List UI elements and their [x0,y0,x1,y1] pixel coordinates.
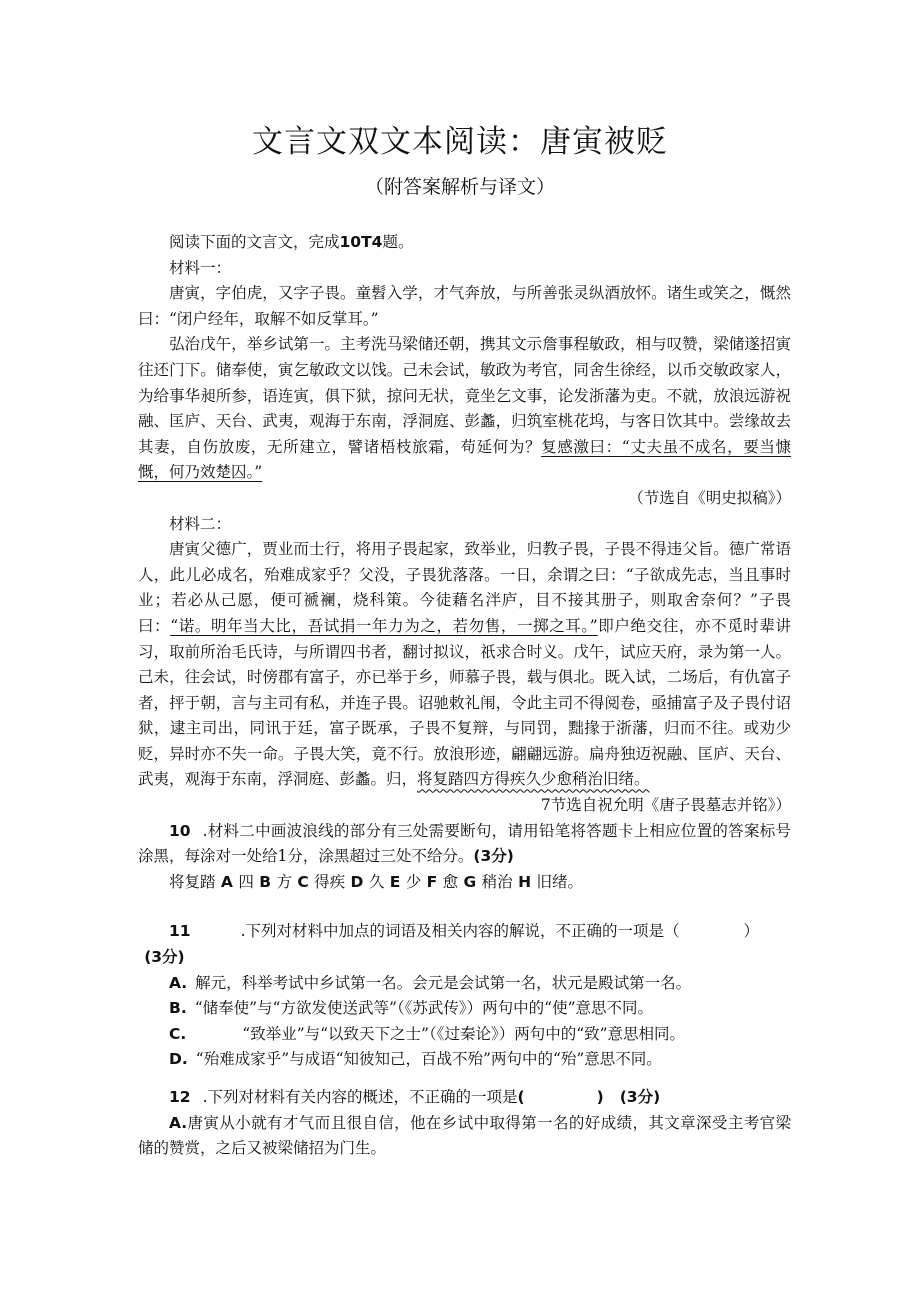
question-11-number: 11 [169,922,191,941]
intro-question-range: 10T4 [339,233,383,251]
underlined-quote: “诺。明年当大比，吾试捐一年力为之，若勿售，一掷之耳。” [170,616,598,635]
question-12-number: 12 [169,1088,191,1106]
material1-source: （节选自《明史拟稿》） [628,488,791,507]
option-text: “殆难成家乎”与成语“知彼知己，百战不殆”两句中的“殆”意思不同。 [195,1050,662,1069]
sequence-text: 愈 [442,872,459,891]
material2-paragraph [138,537,791,793]
sequence-text: 少 [405,872,422,891]
question-11-close-paren: ） [743,922,760,941]
sequence-text: 四 [238,872,254,891]
question-11-option [138,1022,791,1048]
question-12-option-a [138,1111,791,1162]
question-10-text: .材料二中画波浪线的部分有三处需要断句，请用铅笔将答题卡上相应位置的答案标号涂黑，每涂对一处给1分，涂黑超过三处不给分。 [138,821,791,866]
option-text: “储奉使”与“方欲发使送武等”（《苏武传》）两句中的“使”意思不同。 [194,999,653,1018]
sequence-text: 久 [368,872,385,891]
break-option-marker: C [291,872,315,891]
question-10-number: 10 [169,821,191,840]
question-11-option [138,996,791,1022]
material2-text-b: 即户绝交往，亦不觅时辈讲习，取前所治毛氏诗，与所谓四书者，翻讨拟议，祇求合时义。戊午，试应天府，录为第一人。己未，往会试，时傍郡有富子，亦已举于乡，师慕子畏，载与俱北。既入试，二场后，有仇富子者，抨于朝，言与主司有私，并连子畏。诏驰敕礼闱，令此主司不得阅卷，亟捕富子及子畏付诏狱，逮主司出，同讯于廷，富子既承，子畏不复辩，与同罚，黜掾于浙藩，归而不往。或劝少贬，异时亦不失一命。子畏大笑，竟不行。放浪形迹，翩翩远游。扁舟独迈祝融、匡庐、天台、武夷，观海于东南，浮洞庭、彭蠡。归， [138,616,791,789]
page-title: 文言文双文本阅读：唐寅被贬 [252,124,668,160]
option-letter: B. [169,999,187,1018]
question-11-option [138,971,791,997]
question-11 [138,919,791,945]
question-12 [138,1085,791,1111]
sequence-text: 方 [276,872,292,891]
option-letter: D. [169,1050,188,1069]
underlined-sentence: 复感激曰：“丈夫虽不成名，要当慷慨，何乃效楚囚。” [138,437,791,482]
page-subtitle: （附答案解析与译文） [364,176,555,198]
sequence-text: 稍治 [481,872,513,891]
option-letter: A. [169,973,188,992]
option-letter: C. [169,1024,187,1043]
break-option-marker: E [384,872,406,891]
question-12-text: .下列对材料有关内容的概述，不正确的一项是 [202,1088,518,1106]
question-12-paren-open: ( [517,1088,525,1106]
sequence-text: 将复踏 [169,872,216,891]
question-11-text: .下列对材料中加点的词语及相关内容的解说，不正确的一项是（ [240,922,680,941]
spacer [138,1073,791,1085]
question-11-score: (3分) [144,948,185,967]
material1-label: 材料一： [169,258,232,277]
question-10-sequence [138,870,791,896]
question-12-paren-close: ) [596,1088,604,1106]
material2-label: 材料二： [169,514,232,533]
question-12-option-a-text: 唐寅从小就有才气而且很自信，他在乡试中取得第一名的好成绩，其文章深受主考官梁储的赞赏，之后又被梁储招为门生。 [138,1113,791,1158]
question-12-score: (3分) [619,1088,661,1106]
break-option-marker: D [345,872,369,891]
option-text: “致举业”与“以致天下之士”（《过秦论》）两句中的“致”意思相同。 [242,1024,686,1043]
break-option-marker: B [253,872,277,891]
material2-source: 7节选自祝允明《唐子畏墓志并铭》） [540,796,791,815]
break-option-marker: F [421,872,443,891]
question-11-option [138,1047,791,1073]
question-11-options [138,971,791,1073]
sequence-text: 得疾 [314,872,346,891]
break-option-marker: G [458,872,482,891]
material1-paragraph-2 [138,332,791,486]
question-10-score: (3分) [473,847,514,866]
break-option-marker: H [512,872,537,891]
spacer [138,895,791,919]
sequence-text: 旧绪。 [536,872,583,891]
document-body [138,230,791,1162]
question-10 [138,819,791,870]
wavy-underlined-sentence: 将复踏四方得疾久少愈稍治旧绪。 [417,770,650,789]
material1-paragraph-2-text: 弘治戊午，举乡试第一。主考洗马梁储还朝，携其文示詹事程敏政，相与叹赞，梁储遂招寅往还门下。储奉使，寅乞敏政文以饯。己未会试，敏政为考官，同舍生徐经，以币交敏政家人，为给事华昶所参，语连寅，俱下狱，掠问无状，竟坐乞文事，论发浙藩为吏。不就，放浪远游祝融、匡庐、天台、武夷，观海于东南，浮洞庭、彭蠡，归筑室桃花坞，与客日饮其中。尝缘故去其妻，自伤放废，无所建立，譬诸梧枝旅霜，苟延何为？ [138,335,791,456]
material2-text-a: 唐寅父德广，贾业而士行，将用子畏起家，致举业，归教子畏，子畏不得违父旨。德广常语人，此儿必成名，殆难成家乎？父没，子畏犹落落。一日，余谓之曰：“子欲成先志，当且事时业；若必从己愿，便可褫襕，烧科策。今徒藉名泮庐，目不接其册子，则取舍奈何？”子畏曰： [138,540,791,635]
material1-paragraph-1: 唐寅，字伯虎，又字子畏。童髫入学，才气奔放，与所善张灵纵酒放怀。诸生或笑之，慨然曰：“闭户经年，取解不如反掌耳。” [138,284,791,328]
question-12-option-a-letter: A. [169,1113,188,1132]
option-text: 解元，科举考试中乡试第一名。会元是会试第一名，状元是殿试第一名。 [195,973,692,992]
intro-line: 阅读下面的文言文，完成10T4题。 [169,233,414,251]
break-option-marker: A [215,872,239,891]
question-11-score-line [138,945,791,971]
